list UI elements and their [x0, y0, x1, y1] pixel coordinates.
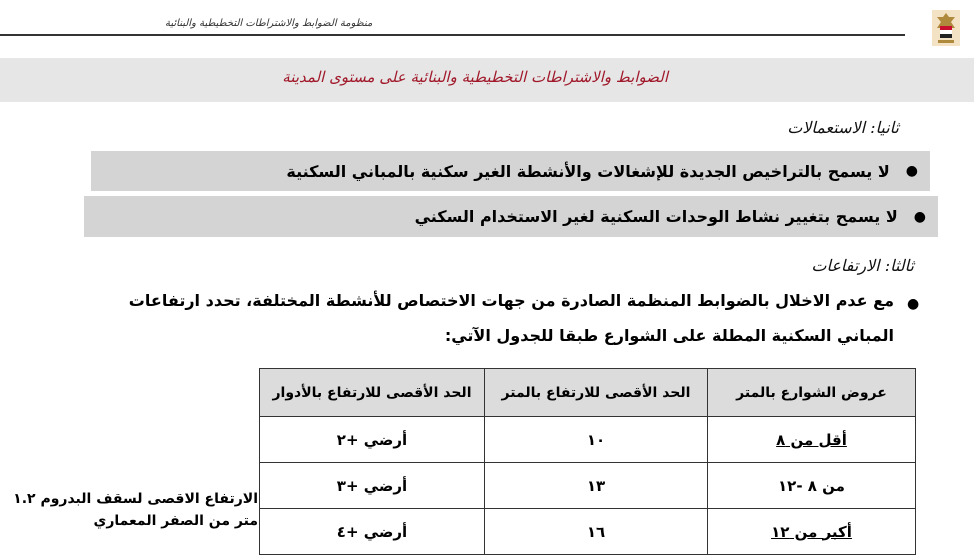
bullet-text: لا يسمح بتغيير نشاط الوحدات السكنية لغير الاستخدام السكني: [414, 207, 898, 226]
table-cell: ١٠: [485, 417, 708, 463]
bullet-dot: ●: [913, 208, 926, 225]
bullet-dot: ●: [907, 296, 920, 312]
street-width-value: أقل من ٨: [776, 430, 847, 449]
table-header-row: [260, 369, 916, 417]
heights-paragraph-line2: المباني السكنية المطلة على الشوارع طبقا للجدول الآتي:: [444, 326, 894, 345]
bullet-item: [91, 151, 930, 191]
table-cell: ١٣: [485, 463, 708, 509]
table-cell: أرضي +٣: [260, 463, 485, 509]
bullet-item: [84, 196, 938, 237]
table-row: [260, 463, 916, 509]
table-cell: من ٨ -١٢: [708, 463, 916, 509]
table-cell: [708, 417, 916, 463]
bullet-text: لا يسمح بالتراخيص الجديدة للإشغالات والأنشطة الغير سكنية بالمباني السكنية: [286, 161, 890, 181]
table-header-cell: عروض الشوارع بالمتر: [708, 369, 916, 417]
header-divider: [0, 34, 905, 36]
basement-note: [8, 488, 258, 532]
basement-note-line1: الارتفاع الاقصى لسقف البدروم ١.٢: [13, 491, 258, 507]
eagle-emblem-icon: [930, 8, 962, 48]
header-system-name: منظومة الضوابط والاشتراطات التخطيطية والبنائية: [165, 18, 373, 29]
table-cell: [708, 509, 916, 555]
table-cell: ١٦: [485, 509, 708, 555]
table-header-cell: الحد الأقصى للارتفاع بالأدوار: [260, 369, 485, 417]
bullet-dot: ●: [905, 163, 918, 179]
table-header-cell: الحد الأقصى للارتفاع بالمتر: [485, 369, 708, 417]
table-row: [260, 417, 916, 463]
basement-note-line2: متر من الصفر المعماري: [93, 513, 258, 529]
street-width-value: أكبر من ١٢: [771, 522, 852, 541]
heights-paragraph-line1: مع عدم الاخلال بالضوابط المنظمة الصادرة من جهات الاختصاص للأنشطة المختلفة، تحدد ارتفاعات: [128, 291, 894, 310]
heights-table: [259, 368, 916, 555]
table-cell: أرضي +٤: [260, 509, 485, 555]
table-row: [260, 509, 916, 555]
table-cell: أرضي +٢: [260, 417, 485, 463]
page-title: الضوابط والاشتراطات التخطيطية والبنائية على مستوى المدينة: [282, 68, 668, 86]
section-heights-heading: ثالثا: الارتفاعات: [811, 256, 914, 275]
section-uses-heading: ثانيا: الاستعمالات: [787, 118, 899, 137]
